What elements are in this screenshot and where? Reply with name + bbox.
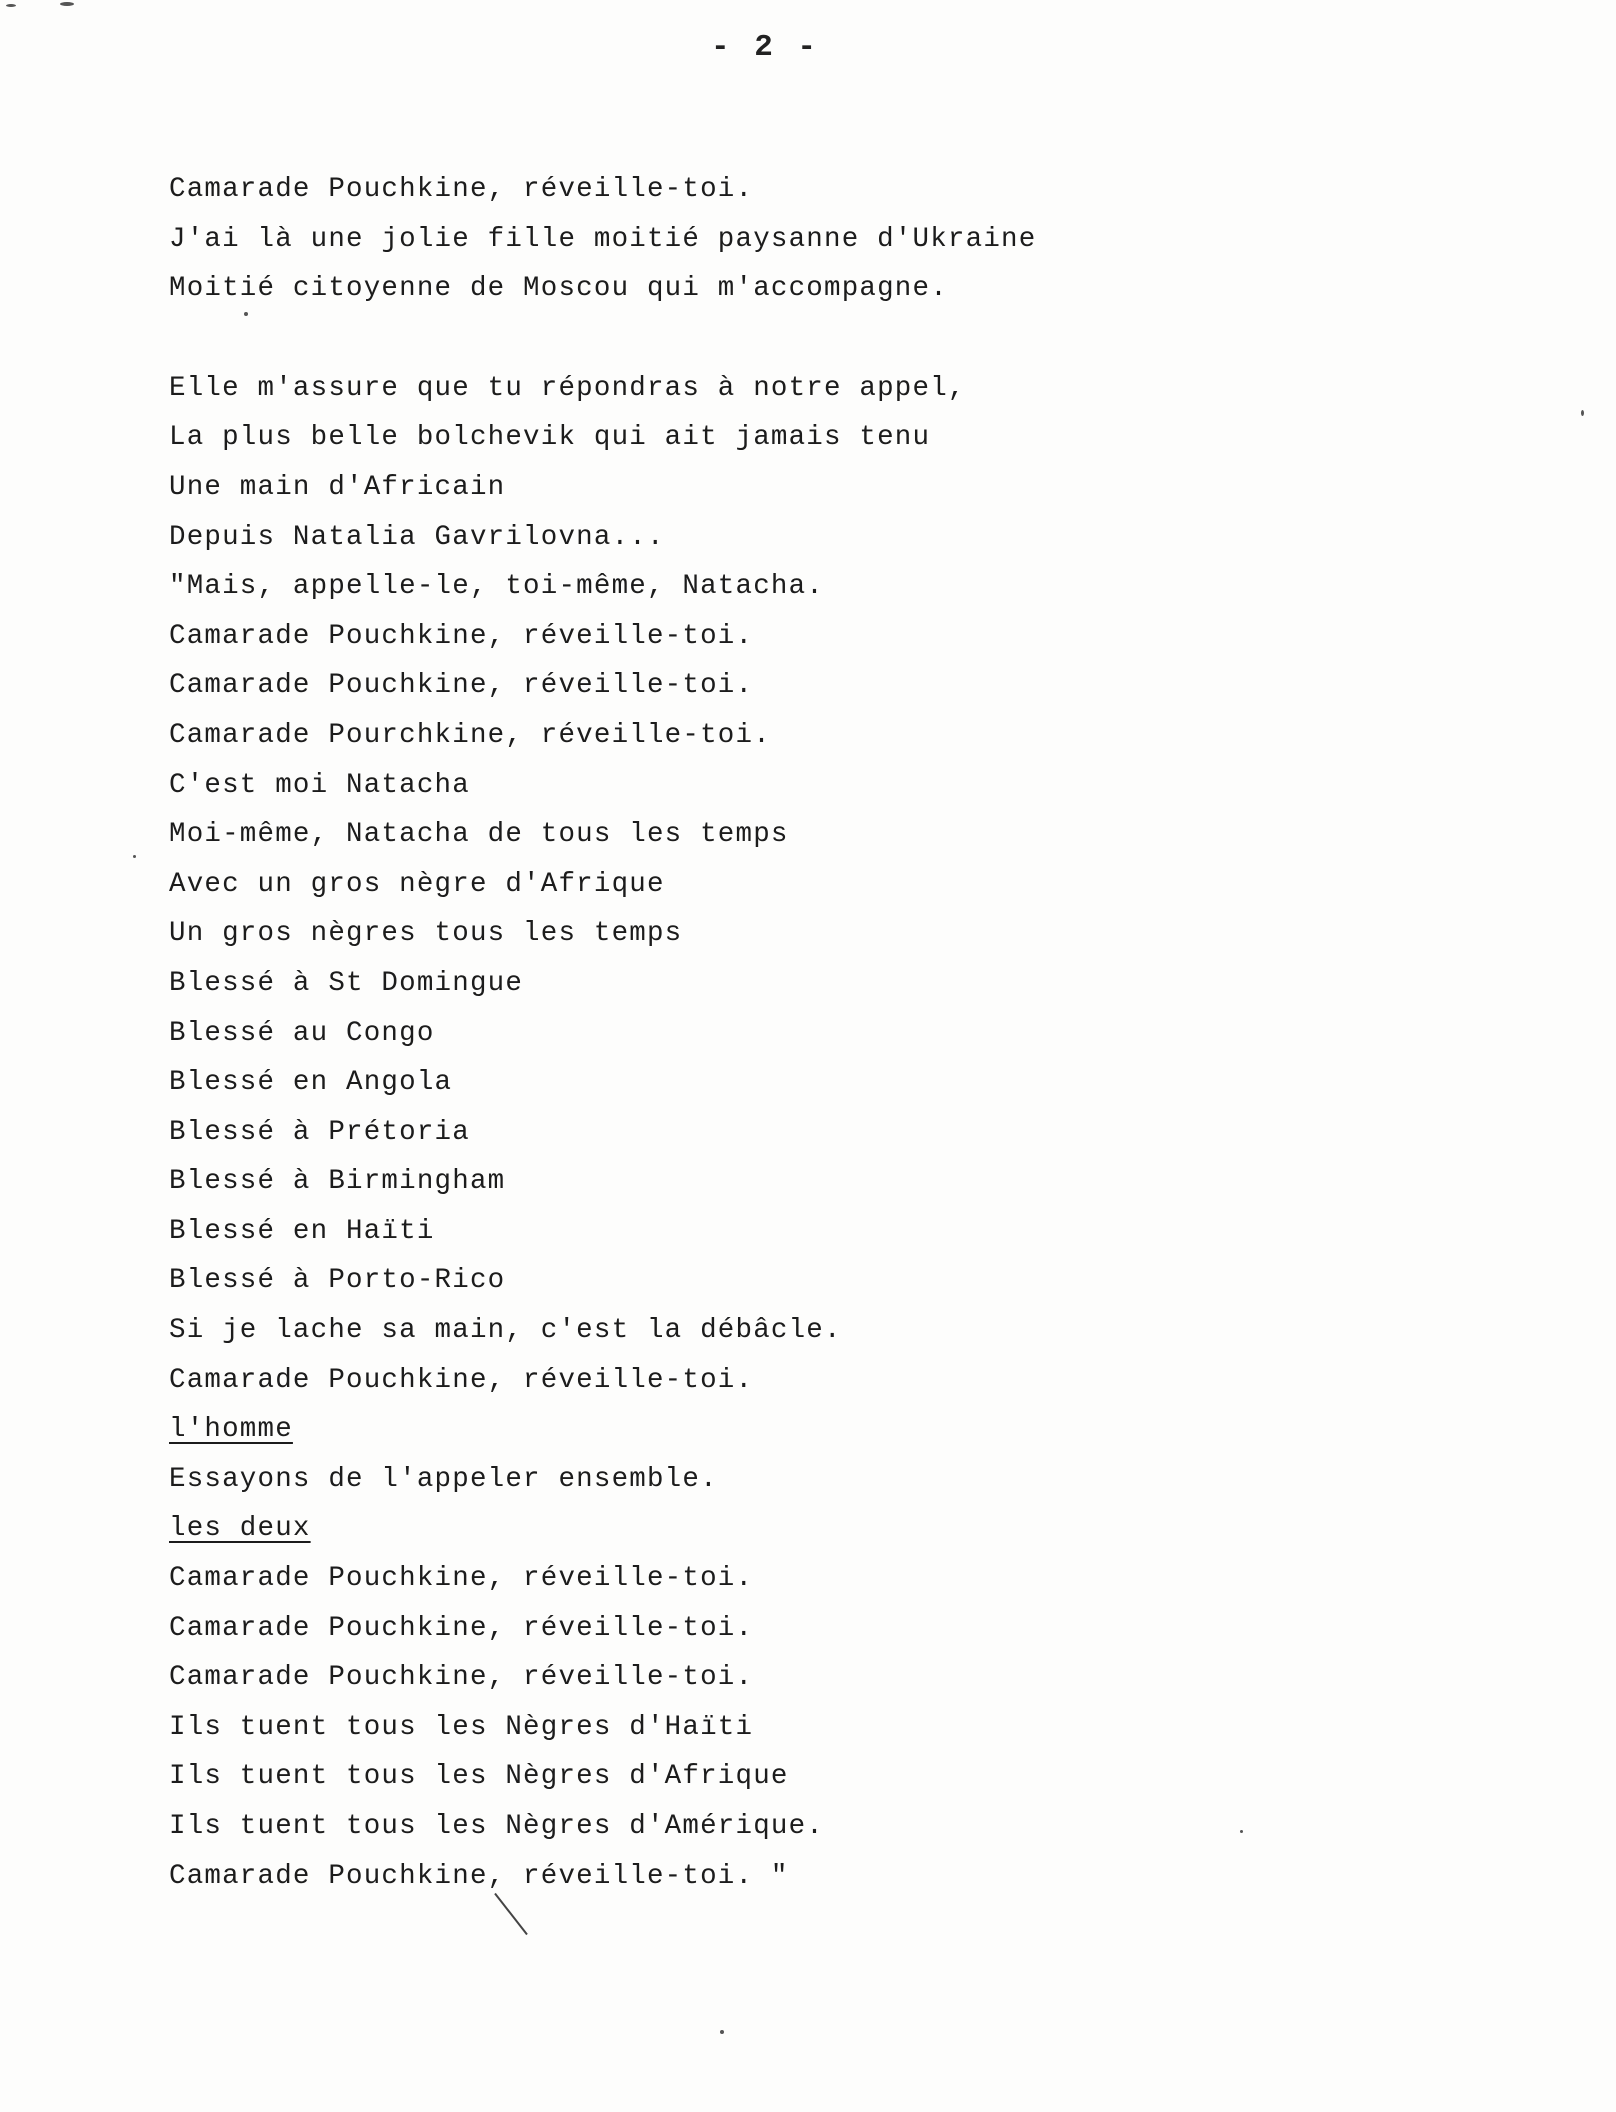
poem-line: Une main d'Africain [169, 471, 506, 503]
poem-line: Elle m'assure que tu répondras à notre appel, [169, 372, 966, 404]
poem-line: Avec un gros nègre d'Afrique [169, 868, 665, 900]
poem-line: Camarade Pourchkine, réveille-toi. [169, 719, 771, 751]
poem-line: J'ai là une jolie fille moitié paysanne d'Ukraine [169, 223, 1037, 255]
poem-line: La plus belle bolchevik qui ait jamais tenu [169, 422, 931, 454]
poem-line: Camarade Pouchkine, réveille-toi. [169, 1563, 754, 1595]
scan-speck [133, 855, 136, 858]
poem-line: Ils tuent tous les Nègres d'Afrique [169, 1761, 789, 1793]
poem-line: Blessé à Birmingham [169, 1166, 506, 1198]
poem-line: Camarade Pouchkine, réveille-toi. " [169, 1860, 789, 1892]
poem-line: Camarade Pouchkine, réveille-toi. [169, 1612, 754, 1644]
poem-line: Moi-même, Natacha de tous les temps [169, 819, 789, 851]
poem-line: Depuis Natalia Gavrilovna... [169, 521, 665, 553]
poem-line: Blessé en Haïti [169, 1215, 435, 1247]
poem-line: Ils tuent tous les Nègres d'Haïti [169, 1711, 754, 1743]
scan-speck [720, 2030, 724, 2034]
poem-line: Essayons de l'appeler ensemble. [169, 1463, 718, 1495]
speaker-label [169, 1504, 1469, 1554]
page-number: - 2 - [710, 30, 819, 65]
scan-speck [1240, 1830, 1243, 1833]
poem-line: Moitié citoyenne de Moscou qui m'accompagne. [169, 273, 948, 305]
poem-line: Un gros nègres tous les temps [169, 918, 683, 950]
speaker-label [169, 1405, 1469, 1455]
speaker-name-both: les deux [169, 1513, 311, 1545]
poem-text [169, 165, 1469, 1901]
poem-line: Blessé à Prétoria [169, 1116, 470, 1148]
poem-line: Blessé à Porto-Rico [169, 1265, 506, 1297]
poem-line: Camarade Pouchkine, réveille-toi. [169, 174, 754, 205]
poem-line: Camarade Pouchkine, réveille-toi. [169, 620, 754, 652]
scan-speck [60, 2, 74, 6]
scan-speck [244, 312, 248, 316]
poem-line: Ils tuent tous les Nègres d'Amérique. [169, 1811, 824, 1842]
poem-line: Camarade Pouchkine, réveille-toi. [169, 1662, 754, 1694]
poem-line: Camarade Pouchkine, réveille-toi. [169, 670, 754, 702]
scan-speck [6, 4, 16, 7]
poem-line: Si je lache sa main, c'est la débâcle. [169, 1315, 842, 1347]
poem-line: C'est moi Natacha [169, 769, 470, 801]
poem-line: Blessé à St Domingue [169, 967, 524, 999]
poem-line: Blessé en Angola [169, 1067, 453, 1099]
speaker-name-man: l'homme [169, 1414, 293, 1446]
scan-speck [1581, 410, 1584, 416]
poem-line: Camarade Pouchkine, réveille-toi. [169, 1364, 754, 1396]
poem-line: Blessé au Congo [169, 1017, 435, 1049]
poem-line: "Mais, appelle-le, toi-même, Natacha. [169, 571, 824, 603]
